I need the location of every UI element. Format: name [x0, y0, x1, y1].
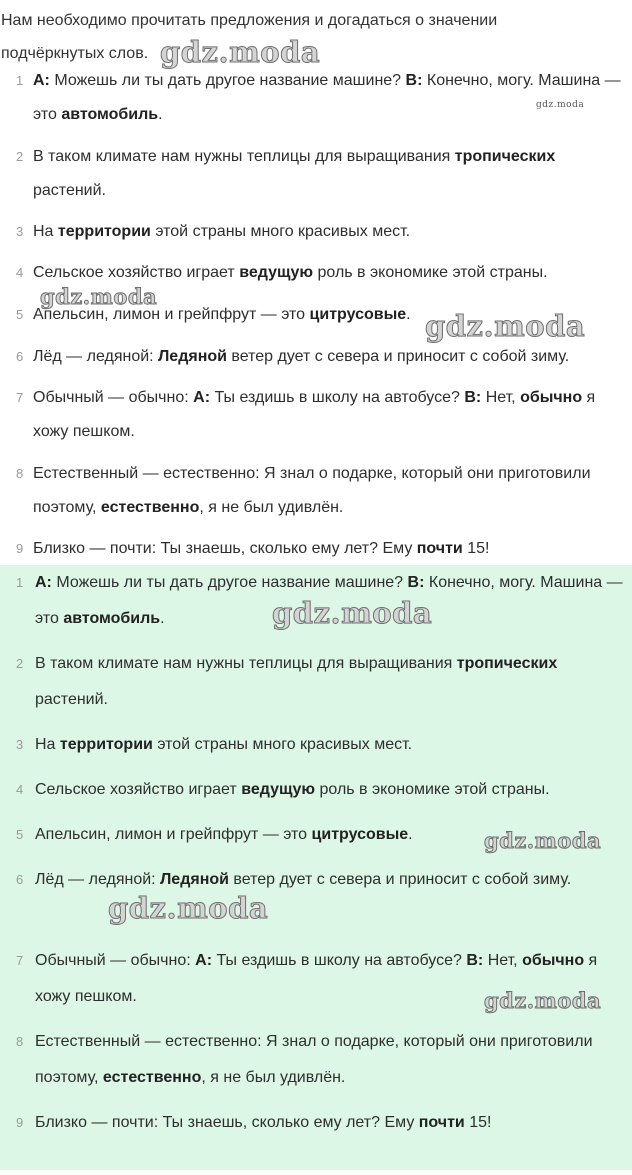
sentence-fragment: . — [160, 610, 165, 627]
highlighted-word: тропических — [456, 655, 558, 672]
sentence-text — [33, 215, 627, 249]
highlighted-word: обычно — [522, 952, 585, 969]
sentence-text — [35, 1024, 632, 1096]
sentence-fragment: ветер дует с севера и приносит с собой зиму. — [226, 348, 570, 365]
item-number: 3 — [16, 737, 24, 752]
sentence-fragment: Можешь ли ты дать другое название машине? — [49, 72, 406, 89]
item-number: 4 — [16, 782, 24, 797]
sentence-fragment: В таком климате нам нужны теплицы для выращивания — [35, 655, 457, 672]
sentence-fragment: Близко — почти: Ты знаешь, сколько ему лет? Ему — [35, 1114, 419, 1131]
sentence-fragment: роль в экономике этой страны. — [315, 781, 550, 798]
sentence-fragment: я хожу пешком. — [35, 952, 598, 1005]
sentence-text — [33, 64, 627, 132]
sentence-fragment: Естественный — естественно: Я знал о подарке, который они приготовили поэтому, — [33, 465, 591, 516]
item-number: 9 — [16, 1115, 24, 1130]
watermark: gdz.moda — [536, 100, 585, 110]
item-number: 7 — [16, 953, 24, 968]
highlighted-word: A: — [193, 389, 211, 406]
highlighted-word: A: — [35, 574, 52, 591]
instruction-line-1: Нам необходимо прочитать предложения и догадаться о значении — [1, 12, 498, 29]
highlighted-word: автомобиль — [63, 610, 161, 627]
highlighted-word: Ледяной — [160, 871, 229, 888]
sentence-fragment: растений. — [33, 182, 106, 199]
sentence-fragment: Нет, — [483, 952, 523, 969]
sentence-fragment: На — [35, 736, 60, 753]
sentence-fragment: , я не был удивлён. — [201, 1069, 346, 1086]
sentence-fragment: На — [33, 223, 58, 240]
sentence-fragment: 15! — [462, 540, 490, 557]
highlighted-word: автомобиль — [61, 106, 159, 123]
sentence-fragment: ветер дует с севера и приносит с собой зиму. — [228, 871, 572, 888]
watermark: gdz.moda — [272, 596, 433, 630]
sentence-fragment: . — [408, 826, 413, 843]
highlighted-word: цитрусовые — [311, 826, 409, 843]
sentence-fragment: Апельсин, лимон и грейпфрут — это — [33, 306, 310, 323]
item-number: 5 — [16, 307, 24, 322]
sentence-fragment: Нет, — [481, 389, 521, 406]
item-number: 2 — [16, 149, 24, 164]
watermark: gdz.moda — [108, 891, 269, 925]
sentence-text — [35, 772, 632, 808]
sentence-fragment: роль в экономике этой страны. — [313, 264, 548, 281]
item-number: 6 — [16, 349, 24, 364]
sentence-text — [33, 140, 627, 208]
highlighted-word: естественно — [100, 499, 200, 516]
sentence-fragment: Ты ездишь в школу на автобусе? — [210, 389, 465, 406]
sentence-fragment: Сельское хозяйство играет — [33, 264, 240, 281]
sentence-fragment: этой страны много красивых мест. — [150, 223, 411, 240]
sentence-text — [33, 381, 627, 449]
sentence-fragment: Ты ездишь в школу на автобусе? — [212, 952, 467, 969]
watermark: gdz.moda — [425, 309, 586, 343]
instruction-line-2: подчёркнутых слов. — [1, 45, 149, 62]
sentence-text — [33, 457, 627, 525]
sentence-fragment: Обычный — обычно: — [33, 389, 194, 406]
item-number: 9 — [16, 541, 24, 556]
highlighted-word: почти — [418, 1114, 465, 1131]
item-number: 1 — [16, 575, 24, 590]
item-number: 3 — [16, 224, 24, 239]
sentence-fragment: 15! — [464, 1114, 492, 1131]
item-number: 7 — [16, 390, 24, 405]
sentence-fragment: Обычный — обычно: — [35, 952, 196, 969]
highlighted-word: B: — [405, 72, 423, 89]
highlighted-word: обычно — [520, 389, 583, 406]
highlighted-word: естественно — [102, 1069, 202, 1086]
sentence-fragment: . — [158, 106, 163, 123]
highlighted-word: ведущую — [239, 264, 314, 281]
item-number: 1 — [16, 73, 24, 88]
sentence-fragment: я хожу пешком. — [33, 389, 596, 440]
highlighted-word: A: — [33, 72, 50, 89]
watermark: gdz.moda — [40, 284, 158, 309]
highlighted-word: A: — [195, 952, 213, 969]
sentence-fragment: Близко — почти: Ты знаешь, сколько ему лет? Ему — [33, 540, 417, 557]
watermark: gdz.moda — [484, 988, 602, 1013]
sentence-fragment: , я не был удивлён. — [199, 499, 344, 516]
sentence-text — [33, 340, 627, 374]
sentence-fragment: . — [406, 306, 411, 323]
sentence-text — [33, 532, 627, 566]
highlighted-word: территории — [57, 223, 151, 240]
sentence-fragment: Конечно, могу. Машина — это — [35, 574, 623, 627]
item-number: 8 — [16, 466, 24, 481]
sentence-text — [35, 727, 632, 763]
highlighted-word: B: — [466, 952, 484, 969]
highlighted-word: тропических — [454, 148, 556, 165]
highlighted-word: B: — [407, 574, 425, 591]
item-number: 2 — [16, 656, 24, 671]
sentence-text — [35, 646, 632, 718]
watermark: gdz.moda — [484, 828, 602, 853]
highlighted-word: Ледяной — [158, 348, 227, 365]
item-number: 4 — [16, 265, 24, 280]
sentence-fragment: Конечно, могу. Машина — это — [33, 72, 621, 123]
highlighted-word: цитрусовые — [309, 306, 407, 323]
item-number: 6 — [16, 872, 24, 887]
sentence-fragment: Апельсин, лимон и грейпфрут — это — [35, 826, 312, 843]
highlighted-word: ведущую — [241, 781, 316, 798]
sentence-fragment: растений. — [35, 691, 108, 708]
sentence-fragment: Сельское хозяйство играет — [35, 781, 242, 798]
watermark: gdz.moda — [160, 35, 321, 69]
sentence-text — [35, 1105, 632, 1141]
highlighted-word: почти — [416, 540, 463, 557]
sentence-fragment: В таком климате нам нужны теплицы для выращивания — [33, 148, 455, 165]
highlighted-word: B: — [464, 389, 482, 406]
sentence-fragment: Можешь ли ты дать другое название машине? — [51, 574, 408, 591]
item-number: 8 — [16, 1034, 24, 1049]
sentence-fragment: этой страны много красивых мест. — [152, 736, 413, 753]
highlighted-word: территории — [59, 736, 153, 753]
item-number: 5 — [16, 827, 24, 842]
sentence-fragment: Лёд — ледяной: — [33, 348, 159, 365]
sentence-fragment: Естественный — естественно: Я знал о подарке, который они приготовили поэтому, — [35, 1033, 593, 1086]
sentence-fragment: Лёд — ледяной: — [35, 871, 161, 888]
